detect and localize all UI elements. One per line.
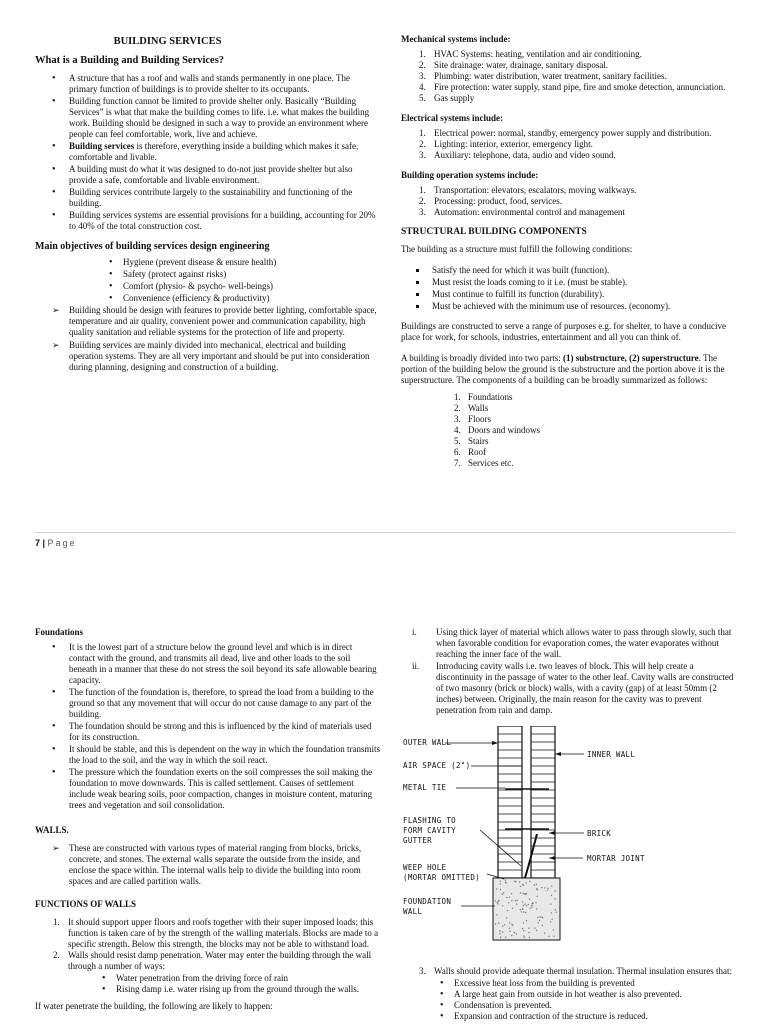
document-title: BUILDING SERVICES (113, 36, 222, 47)
foundations-list (35, 642, 380, 811)
label-brick: BRICK (587, 829, 612, 838)
foundation-texture-dot (548, 936, 549, 937)
foundation-texture-dot (496, 914, 497, 915)
list-item: 2. Walls (454, 403, 489, 413)
foundation-texture-dot (502, 905, 503, 906)
label-foundation-line-1: FOUNDATION (403, 897, 452, 906)
page2-right-column (401, 627, 736, 1022)
foundation-texture-dot (551, 912, 552, 913)
list-item: 3. Auxiliary: telephone, data, audio and video sound. (419, 150, 616, 160)
label-flashing-line-3: GUTTER (403, 836, 432, 845)
objectives-list (35, 257, 380, 304)
structural-intro: The building as a structure must fulfill the following conditions: (401, 244, 633, 254)
list-item: • A large heat gain from outside in hot weather is also prevented. (454, 989, 736, 1000)
foundation-texture-dot (503, 892, 504, 893)
cavity-wall-diagram (401, 726, 736, 956)
foundation-texture-dot (509, 922, 510, 923)
arrow-point-list (35, 305, 380, 373)
foundation-texture-dot (509, 928, 510, 929)
page1-left-column (35, 34, 380, 382)
list-item: 5. Stairs (454, 436, 489, 446)
foundation-texture-dot (523, 905, 524, 906)
foundation-texture-dot (511, 924, 512, 925)
foundation-texture-dot (511, 935, 512, 936)
foundation-texture-dot (525, 882, 526, 883)
foundation-texture-dot (523, 935, 524, 936)
list-item: Must continue to fulfill its function (durability). (432, 289, 736, 300)
label-weep-hole-line-2: (MORTAR OMITTED) (403, 873, 481, 882)
foundation-texture-dot (542, 925, 543, 926)
objectives-heading: Main objectives of building services design engineering (35, 241, 270, 252)
bold-lead: Building services (69, 141, 135, 151)
foundation-texture-dot (551, 895, 552, 896)
foundation-texture-dot (495, 923, 496, 924)
foundation-texture-dot (502, 925, 503, 926)
foundation-texture-dot (500, 889, 501, 890)
parts-paragraph: A building is broadly divided into two parts: (1) substructure, (2) superstructure. The portion of the building below the ground is the substructure and the portion above it is the superstructure. The components of a building can be broadly summarized as follows: (401, 353, 725, 385)
foundation-texture-dot (547, 888, 548, 889)
list-item-text: is therefore, everything inside a building which makes it safe, comfortable and livable. (69, 141, 359, 162)
list-item: ➢ These are constructed with various types of material ranging from blocks, bricks, concrete, and stones. The external walls separate the outside from the inside, and enclose the space within. The internal walls help to divide the building into room spaces and are called partition walls. (69, 843, 380, 887)
foundation-texture-dot (517, 900, 518, 901)
list-item: 7. Services etc. (454, 458, 514, 468)
operation-heading: Building operation systems include: (401, 170, 539, 180)
foundation-texture-dot (528, 932, 529, 933)
foundation-texture-dot (547, 890, 548, 891)
foundation-texture-dot (528, 904, 529, 905)
list-item: • The foundation should be strong and this is influenced by the kind of materials used for its construction. (69, 721, 380, 743)
parts-bold: (1) substructure, (2) superstructure (563, 353, 699, 363)
list-item: • Expansion and contraction of the structure is reduced. (454, 1011, 736, 1022)
foundation-texture-dot (520, 909, 521, 910)
list-item: 6. Roof (454, 447, 486, 457)
foundation-texture-dot (555, 898, 556, 899)
label-air-space: AIR SPACE (2") (403, 761, 471, 770)
section-question-heading: What is a Building and Building Services? (35, 55, 225, 66)
walls-heading: WALLS. (35, 825, 69, 835)
list-item: 3. Automation: environmental control and management (419, 207, 625, 217)
foundation-texture-dot (498, 901, 499, 902)
foundation-texture-dot (537, 896, 538, 897)
foundation-texture-dot (532, 902, 533, 903)
foundation-texture-dot (551, 885, 552, 886)
foundation-texture-dot (506, 917, 507, 918)
foundation-texture-dot (499, 930, 500, 931)
mechanical-heading: Mechanical systems include: (401, 34, 511, 44)
operation-list (401, 185, 736, 218)
foundation-texture-dot (550, 921, 551, 922)
foundation-texture-dot (531, 907, 532, 908)
foundation-texture-dot (537, 889, 538, 890)
foundation-texture-dot (505, 882, 506, 883)
foundation-texture-dot (530, 908, 531, 909)
foundation-texture-dot (526, 920, 527, 921)
foundation-texture-dot (524, 903, 525, 904)
document-page-8 (0, 600, 768, 1024)
list-item: • Building services contribute largely to the sustainability and functioning of the building. (69, 187, 380, 209)
foundation-texture-dot (519, 881, 520, 882)
list-item: • It is the lowest part of a structure below the ground level and which is in direct contact with the ground, and transmits all dead, live and other loads to the soil beneath in a manner that these do not stress the soil beyond its safe allowable bearing capacity. (69, 642, 380, 686)
foundation-texture-dot (525, 912, 526, 913)
foundation-texture-dot (508, 902, 509, 903)
list-item: • It should be stable, and this is dependent on the way in which the foundation transmits the load to the soil, and the way in which the soil react. (69, 744, 380, 766)
foundation-texture-dot (526, 905, 527, 906)
footer-separator: | (40, 538, 48, 548)
foundation-texture-dot (534, 884, 535, 885)
foundation-texture-dot (497, 903, 498, 904)
foundation-texture-dot (522, 893, 523, 894)
structural-heading: STRUCTURAL BUILDING COMPONENTS (401, 227, 587, 237)
label-foundation-line-2: WALL (403, 907, 423, 916)
list-item: 1. HVAC Systems: heating, ventilation and air conditioning. (419, 49, 642, 59)
foundation-texture-dot (515, 900, 516, 901)
list-item: 3. Floors (454, 414, 492, 424)
foundation-texture-dot (515, 881, 516, 882)
conditions-list (401, 265, 736, 312)
foundation-texture-dot (500, 881, 501, 882)
list-item: • The pressure which the foundation exerts on the soil compresses the soil making the foundation to move downwards. This is called settlement. Causes of settlement include weak bearing soils, poor compaction, changes in moisture content, maturing trees and vegetation and soil consolidation. (69, 767, 380, 811)
list-item: 1. It should support upper floors and roofs together with their super imposed loads; this function is taken care of by the strength of the walling materials. Blocks are made to a specific strength. Below this strength, the blocks may not be able to withstand load. (53, 917, 379, 949)
foundation-texture-dot (536, 908, 537, 909)
foundation-texture-dot (553, 929, 554, 930)
walls-list (35, 843, 380, 887)
list-item: • Building services systems are essential provisions for a building, accounting for 20% to 40% of the total construction cost. (69, 210, 380, 232)
label-metal-tie: METAL TIE (403, 783, 447, 792)
label-flashing-line-1: FLASHING TO (403, 816, 456, 825)
list-item: • Excessive heat loss from the building is prevented (454, 978, 736, 989)
foundation-texture-dot (528, 928, 529, 929)
foundation-texture-dot (499, 933, 500, 934)
list-item: 1. Transportation: elevators, escalators, moving walkways. (419, 185, 637, 195)
label-outer-wall: OUTER WALL (403, 738, 452, 747)
list-item: • A building must do what it was designed to do-not just provide shelter but also provide a safe, comfortable and livable environment. (69, 164, 380, 186)
list-item: Must be achieved with the minimum use of resources. (economy). (432, 301, 736, 312)
damp-ways-list (68, 973, 380, 995)
foundation-texture-dot (529, 937, 530, 938)
foundation-texture-dot (500, 883, 501, 884)
label-flashing-line-2: FORM CAVITY (403, 826, 456, 835)
page-label: Page (47, 538, 77, 548)
item-3-list (401, 966, 736, 1022)
foundation-texture-dot (520, 886, 521, 887)
functions-list (35, 917, 380, 995)
list-item: 2. Lighting: interior, exterior, emergency light. (419, 139, 593, 149)
list-item: • Rising damp i.e. water rising up from the ground through the walls. (116, 984, 380, 995)
list-item: • A structure that has a roof and walls and stands permanently in one place. The primary function of buildings is to provide shelter to its occupants. (69, 73, 380, 95)
foundation-texture-dot (516, 904, 517, 905)
foundation-texture-dot (541, 916, 542, 917)
foundation-texture-dot (509, 897, 510, 898)
list-item: • Water penetration from the driving force of rain (116, 973, 380, 984)
purposes-paragraph: Buildings are constructed to serve a range of purposes e.g. for shelter, to have a conducive place for work, for schools, industries, entertainment and all you can think of. (401, 321, 727, 342)
label-inner-wall: INNER WALL (587, 750, 636, 759)
foundation-texture-dot (522, 901, 523, 902)
foundation-texture-dot (507, 910, 508, 911)
foundation-texture-dot (550, 903, 551, 904)
list-item: • Condensation is prevented. (454, 1000, 736, 1011)
foundation-texture-dot (521, 911, 522, 912)
list-item: i. Using thick layer of material which allows water to pass through slowly, such that when favorable condition for evaporation comes, the water evaporates without reaching the inner face of the wall. (412, 627, 732, 659)
foundation-texture-dot (520, 892, 521, 893)
page-footer (35, 532, 735, 548)
foundation-texture-dot (536, 930, 537, 931)
foundation-texture-dot (509, 931, 510, 932)
foundation-texture-dot (495, 900, 496, 901)
foundation-texture-dot (556, 912, 557, 913)
foundation-texture-dot (551, 919, 552, 920)
list-item: 1. Electrical power: normal, standby, emergency power supply and distribution. (419, 128, 712, 138)
foundation-texture-dot (554, 936, 555, 937)
foundation-texture-dot (537, 917, 538, 918)
list-item: ➢ Building services are mainly divided into mechanical, electrical and building operation systems. They are all very important and should be put into consideration during planning, designing and construction of a building. (69, 340, 380, 373)
foundation-texture-dot (540, 916, 541, 917)
list-item: • Comfort (physio- & psycho- well-beings) (123, 281, 380, 292)
foundation-texture-dot (500, 937, 501, 938)
list-item: Satisfy the need for which it was built (function). (432, 265, 736, 276)
foundation-texture-dot (505, 937, 506, 938)
foundation-texture-dot (512, 908, 513, 909)
page1-right-column (401, 34, 736, 469)
page-number: 7 (35, 538, 41, 548)
foundation-texture-dot (497, 902, 498, 903)
foundation-texture-dot (502, 894, 503, 895)
list-item: 2. Site drainage: water, drainage, sanitary disposal. (419, 60, 609, 70)
foundation-texture-dot (536, 888, 537, 889)
foundation-texture-dot (505, 879, 506, 880)
page2-left-column (35, 627, 380, 1011)
foundation-texture-dot (504, 924, 505, 925)
list-item: 5. Gas supply (419, 93, 475, 103)
foundation-texture-dot (555, 890, 556, 891)
foundation-texture-dot (541, 887, 542, 888)
roman-list (401, 627, 736, 716)
components-list (401, 392, 736, 469)
foundation-texture-dot (498, 922, 499, 923)
foundation-texture-dot (522, 884, 523, 885)
foundation-texture-dot (511, 893, 512, 894)
tail-text: If water penetrate the building, the following are likely to happen: (35, 1001, 273, 1011)
foundation-texture-dot (516, 933, 517, 934)
list-item: 4. Doors and windows (454, 425, 540, 435)
list-item: ➢ Building should be design with features to provide better lighting, comfortable space, temperature and air quality, convenient power and communication capability, high quality sanitation and reliable systems for the protection of life and property. (69, 305, 380, 338)
foundation-texture-dot (502, 931, 503, 932)
list-item: 1. Foundations (454, 392, 513, 402)
foundation-texture-dot (523, 930, 524, 931)
foundation-texture-dot (525, 894, 526, 895)
foundation-texture-dot (514, 932, 515, 933)
foundation-texture-dot (511, 900, 512, 901)
foundation-texture-dot (529, 899, 530, 900)
foundation-texture-dot (523, 922, 524, 923)
list-item: • Safety (protect against risks) (123, 269, 380, 280)
foundation-texture-dot (544, 887, 545, 888)
foundation-texture-dot (555, 909, 556, 910)
electrical-list (401, 128, 736, 161)
list-item: 2. Walls should resist damp penetration. Water may enter the building through the wall through a number of ways: • Water penetration from the driving force of rain • Rising damp i.e. water rising up from the ground through the walls. (68, 950, 380, 995)
foundation-texture-dot (496, 888, 497, 889)
mechanical-list (401, 49, 736, 104)
foundation-texture-dot (523, 911, 524, 912)
intro-bullet-list (35, 73, 380, 232)
foundation-texture-dot (544, 932, 545, 933)
label-weep-hole-line-1: WEEP HOLE (403, 863, 447, 872)
list-item: • The function of the foundation is, therefore, to spread the load from a building to the ground so that any movement that will occur do not cause damage to any part of the building. (69, 687, 380, 720)
list-item: 3. Walls should provide adequate thermal insulation. Thermal insulation ensures that: • Excessive heat loss from the building is prevented • A large heat gain from outside in hot weather is also prevented. • Condensation is prevented. • Expansion and contraction of the structure is reduced. (434, 966, 736, 1022)
list-item (69, 141, 380, 163)
insulation-list (434, 978, 736, 1022)
foundation-texture-dot (539, 920, 540, 921)
list-item: 3. Plumbing: water distribution, water treatment, sanitary facilities. (419, 71, 667, 81)
foundation-texture-dot (522, 928, 523, 929)
list-item: ii. Introducing cavity walls i.e. two leaves of block. This will help create a discontinuity in the passage of water to the other leaf. Cavity walls are constructed of two masonry (brick or block) walls, with a cavity (gap) of at least 50mm (2 inches) between. Originally, the main reason for the cavity was to prevent penetration from rain and damp. (412, 661, 734, 715)
foundation-texture-dot (522, 908, 523, 909)
list-item: 2. Processing: product, food, services. (419, 196, 562, 206)
functions-heading: FUNCTIONS OF WALLS (35, 899, 137, 909)
foundation-texture-dot (524, 937, 525, 938)
foundation-texture-dot (534, 927, 535, 928)
label-mortar-joint: MORTAR JOINT (587, 854, 645, 863)
foundation-texture-dot (536, 884, 537, 885)
foundation-texture-dot (538, 922, 539, 923)
foundation-texture-dot (535, 902, 536, 903)
foundations-heading: Foundations (35, 627, 84, 637)
list-item: Must resist the loads coming to it i.e. (must be stable). (432, 277, 736, 288)
electrical-heading: Electrical systems include: (401, 113, 503, 123)
foundation-texture-dot (529, 881, 530, 882)
list-item: • Hygiene (prevent disease & ensure health) (123, 257, 380, 268)
list-item: 4. Fire protection: water supply, stand pipe, fire and smoke detection, annunciation. (419, 82, 726, 92)
list-item: • Convenience (efficiency & productivity) (123, 293, 380, 304)
foundation-texture-dot (506, 897, 507, 898)
foundation-texture-dot (531, 905, 532, 906)
list-item: • Building function cannot be limited to provide shelter only. Basically “Building Services” is what that make the building comes to life. i.e. what makes the building work. Building should be designed in such a way to provide an environment where people can feel comfortable, work, live and achieve. (69, 96, 380, 140)
